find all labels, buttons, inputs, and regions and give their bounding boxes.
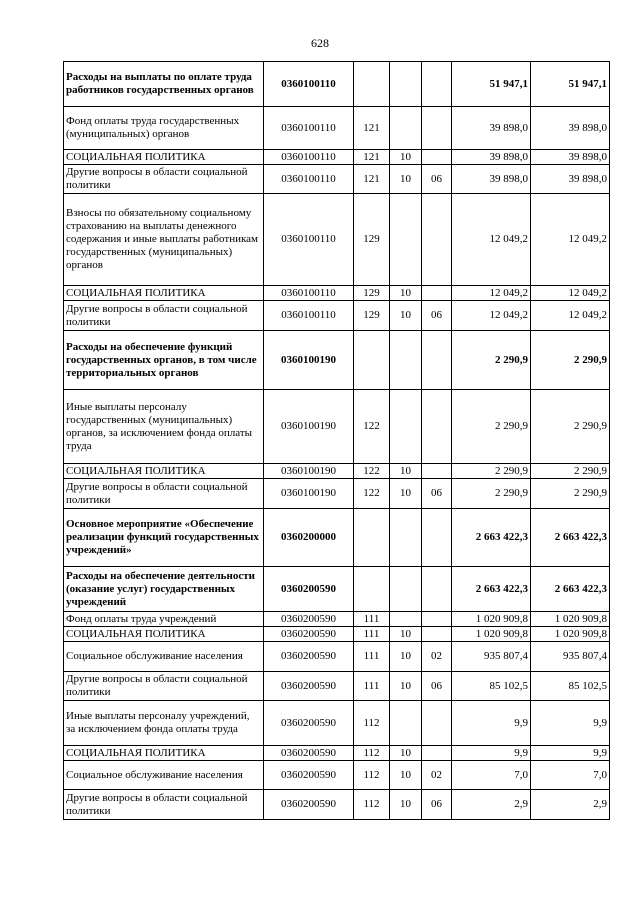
cell-amount-2: 12 049,2 (531, 301, 610, 331)
cell-name: Расходы на выплаты по оплате труда работников государственных органов (64, 62, 264, 107)
cell-amount-2: 39 898,0 (531, 107, 610, 150)
cell-expense-type: 122 (354, 479, 390, 509)
cell-amount-1: 1 020 909,8 (452, 612, 531, 627)
cell-amount-1: 39 898,0 (452, 165, 531, 194)
cell-subsection (422, 194, 452, 286)
cell-section: 10 (390, 672, 422, 701)
cell-name: Иные выплаты персоналу государственных (муниципальных) органов, за исключением фонда оплаты труда (64, 390, 264, 464)
cell-code: 0360200590 (264, 627, 354, 642)
cell-expense-type: 112 (354, 761, 390, 790)
cell-subsection (422, 746, 452, 761)
cell-amount-2: 2 290,9 (531, 479, 610, 509)
cell-code: 0360200590 (264, 790, 354, 820)
cell-amount-2: 7,0 (531, 761, 610, 790)
cell-name: Другие вопросы в области социальной политики (64, 790, 264, 820)
cell-section (390, 194, 422, 286)
cell-code: 0360100190 (264, 331, 354, 390)
cell-amount-1: 85 102,5 (452, 672, 531, 701)
cell-code: 0360100190 (264, 390, 354, 464)
cell-name: Фонд оплаты труда учреждений (64, 612, 264, 627)
cell-amount-2: 935 807,4 (531, 642, 610, 672)
cell-code: 0360200000 (264, 509, 354, 567)
cell-subsection: 02 (422, 761, 452, 790)
cell-amount-1: 7,0 (452, 761, 531, 790)
cell-expense-type: 112 (354, 701, 390, 746)
cell-expense-type: 129 (354, 286, 390, 301)
table-row (64, 790, 610, 820)
cell-code: 0360100190 (264, 464, 354, 479)
table-row (64, 761, 610, 790)
cell-code: 0360100110 (264, 150, 354, 165)
cell-amount-2: 9,9 (531, 701, 610, 746)
cell-amount-2: 2 290,9 (531, 464, 610, 479)
table-row (64, 390, 610, 464)
cell-amount-2: 39 898,0 (531, 150, 610, 165)
cell-amount-2: 2 663 422,3 (531, 567, 610, 612)
cell-code: 0360100190 (264, 479, 354, 509)
cell-expense-type (354, 509, 390, 567)
cell-amount-1: 2 663 422,3 (452, 509, 531, 567)
cell-section (390, 62, 422, 107)
cell-name: Взносы по обязательному социальному страхованию на выплаты денежного содержания и иные выплаты работникам государственных (муниципальных) органов (64, 194, 264, 286)
cell-amount-1: 12 049,2 (452, 301, 531, 331)
cell-section: 10 (390, 464, 422, 479)
table-row (64, 62, 610, 107)
cell-subsection (422, 464, 452, 479)
cell-subsection (422, 331, 452, 390)
cell-amount-1: 9,9 (452, 701, 531, 746)
cell-amount-2: 1 020 909,8 (531, 612, 610, 627)
cell-amount-1: 39 898,0 (452, 107, 531, 150)
cell-amount-1: 51 947,1 (452, 62, 531, 107)
table-row (64, 165, 610, 194)
cell-subsection (422, 612, 452, 627)
cell-name: Другие вопросы в области социальной политики (64, 165, 264, 194)
cell-name: Другие вопросы в области социальной политики (64, 301, 264, 331)
cell-name: СОЦИАЛЬНАЯ ПОЛИТИКА (64, 746, 264, 761)
cell-code: 0360100110 (264, 286, 354, 301)
cell-section: 10 (390, 790, 422, 820)
page-number: 628 (311, 36, 329, 50)
cell-subsection (422, 107, 452, 150)
cell-subsection (422, 150, 452, 165)
table-row (64, 464, 610, 479)
table-row (64, 612, 610, 627)
cell-name: Расходы на обеспечение деятельности (оказание услуг) государственных учреждений (64, 567, 264, 612)
cell-expense-type: 129 (354, 194, 390, 286)
cell-code: 0360200590 (264, 761, 354, 790)
table-row (64, 150, 610, 165)
cell-section (390, 612, 422, 627)
cell-expense-type: 112 (354, 790, 390, 820)
cell-expense-type: 111 (354, 627, 390, 642)
cell-code: 0360100110 (264, 194, 354, 286)
cell-subsection (422, 701, 452, 746)
cell-expense-type: 121 (354, 107, 390, 150)
cell-amount-2: 2 663 422,3 (531, 509, 610, 567)
table-row (64, 627, 610, 642)
cell-subsection (422, 567, 452, 612)
cell-code: 0360200590 (264, 701, 354, 746)
cell-code: 0360200590 (264, 642, 354, 672)
cell-amount-1: 2 290,9 (452, 331, 531, 390)
cell-code: 0360200590 (264, 567, 354, 612)
cell-expense-type (354, 331, 390, 390)
cell-expense-type: 122 (354, 464, 390, 479)
cell-amount-2: 9,9 (531, 746, 610, 761)
cell-subsection (422, 509, 452, 567)
cell-code: 0360100110 (264, 107, 354, 150)
cell-subsection: 06 (422, 165, 452, 194)
cell-subsection: 06 (422, 790, 452, 820)
cell-amount-2: 12 049,2 (531, 286, 610, 301)
budget-table (63, 61, 610, 820)
cell-section (390, 701, 422, 746)
cell-section: 10 (390, 479, 422, 509)
cell-name: Социальное обслуживание населения (64, 761, 264, 790)
table-row (64, 672, 610, 701)
cell-amount-1: 9,9 (452, 746, 531, 761)
cell-subsection: 06 (422, 301, 452, 331)
cell-subsection: 02 (422, 642, 452, 672)
cell-section: 10 (390, 746, 422, 761)
cell-amount-1: 935 807,4 (452, 642, 531, 672)
cell-expense-type: 111 (354, 612, 390, 627)
cell-code: 0360200590 (264, 672, 354, 701)
cell-code: 0360100110 (264, 165, 354, 194)
cell-section: 10 (390, 286, 422, 301)
cell-section: 10 (390, 761, 422, 790)
table-row (64, 642, 610, 672)
cell-code: 0360200590 (264, 746, 354, 761)
table-row (64, 286, 610, 301)
table-body (64, 62, 610, 820)
cell-section (390, 509, 422, 567)
cell-expense-type (354, 62, 390, 107)
cell-amount-1: 12 049,2 (452, 194, 531, 286)
cell-amount-1: 39 898,0 (452, 150, 531, 165)
cell-expense-type: 122 (354, 390, 390, 464)
cell-subsection (422, 62, 452, 107)
cell-name: СОЦИАЛЬНАЯ ПОЛИТИКА (64, 150, 264, 165)
cell-section (390, 107, 422, 150)
cell-expense-type: 111 (354, 642, 390, 672)
cell-name: Социальное обслуживание населения (64, 642, 264, 672)
cell-expense-type: 121 (354, 165, 390, 194)
cell-amount-1: 2 290,9 (452, 464, 531, 479)
table-row (64, 509, 610, 567)
cell-amount-2: 2 290,9 (531, 390, 610, 464)
cell-section (390, 331, 422, 390)
cell-amount-2: 39 898,0 (531, 165, 610, 194)
table-row (64, 301, 610, 331)
cell-name: Основное мероприятие «Обеспечение реализации функций государственных учреждений» (64, 509, 264, 567)
cell-subsection (422, 390, 452, 464)
cell-name: Другие вопросы в области социальной политики (64, 672, 264, 701)
cell-section: 10 (390, 627, 422, 642)
cell-amount-1: 12 049,2 (452, 286, 531, 301)
table-row (64, 194, 610, 286)
cell-amount-1: 2 290,9 (452, 390, 531, 464)
cell-code: 0360100110 (264, 62, 354, 107)
cell-section: 10 (390, 301, 422, 331)
cell-subsection: 06 (422, 672, 452, 701)
cell-section: 10 (390, 150, 422, 165)
cell-name: СОЦИАЛЬНАЯ ПОЛИТИКА (64, 627, 264, 642)
cell-amount-2: 51 947,1 (531, 62, 610, 107)
cell-amount-1: 2 290,9 (452, 479, 531, 509)
table-row (64, 701, 610, 746)
table-row (64, 107, 610, 150)
cell-expense-type: 129 (354, 301, 390, 331)
cell-section (390, 390, 422, 464)
cell-subsection (422, 286, 452, 301)
cell-subsection (422, 627, 452, 642)
cell-section: 10 (390, 165, 422, 194)
cell-code: 0360200590 (264, 612, 354, 627)
cell-name: СОЦИАЛЬНАЯ ПОЛИТИКА (64, 464, 264, 479)
table-row (64, 567, 610, 612)
cell-amount-2: 2,9 (531, 790, 610, 820)
cell-expense-type: 121 (354, 150, 390, 165)
cell-amount-1: 1 020 909,8 (452, 627, 531, 642)
cell-name: Фонд оплаты труда государственных (муниципальных) органов (64, 107, 264, 150)
cell-amount-2: 1 020 909,8 (531, 627, 610, 642)
cell-subsection: 06 (422, 479, 452, 509)
cell-code: 0360100110 (264, 301, 354, 331)
cell-amount-2: 12 049,2 (531, 194, 610, 286)
table-row (64, 746, 610, 761)
cell-name: СОЦИАЛЬНАЯ ПОЛИТИКА (64, 286, 264, 301)
cell-expense-type: 112 (354, 746, 390, 761)
cell-name: Расходы на обеспечение функций государственных органов, в том числе территориальных органов (64, 331, 264, 390)
cell-name: Иные выплаты персоналу учреждений, за исключением фонда оплаты труда (64, 701, 264, 746)
table-row (64, 479, 610, 509)
cell-expense-type: 111 (354, 672, 390, 701)
cell-amount-1: 2 663 422,3 (452, 567, 531, 612)
cell-section (390, 567, 422, 612)
cell-name: Другие вопросы в области социальной политики (64, 479, 264, 509)
table-row (64, 331, 610, 390)
cell-amount-2: 85 102,5 (531, 672, 610, 701)
cell-amount-2: 2 290,9 (531, 331, 610, 390)
cell-section: 10 (390, 642, 422, 672)
cell-expense-type (354, 567, 390, 612)
cell-amount-1: 2,9 (452, 790, 531, 820)
